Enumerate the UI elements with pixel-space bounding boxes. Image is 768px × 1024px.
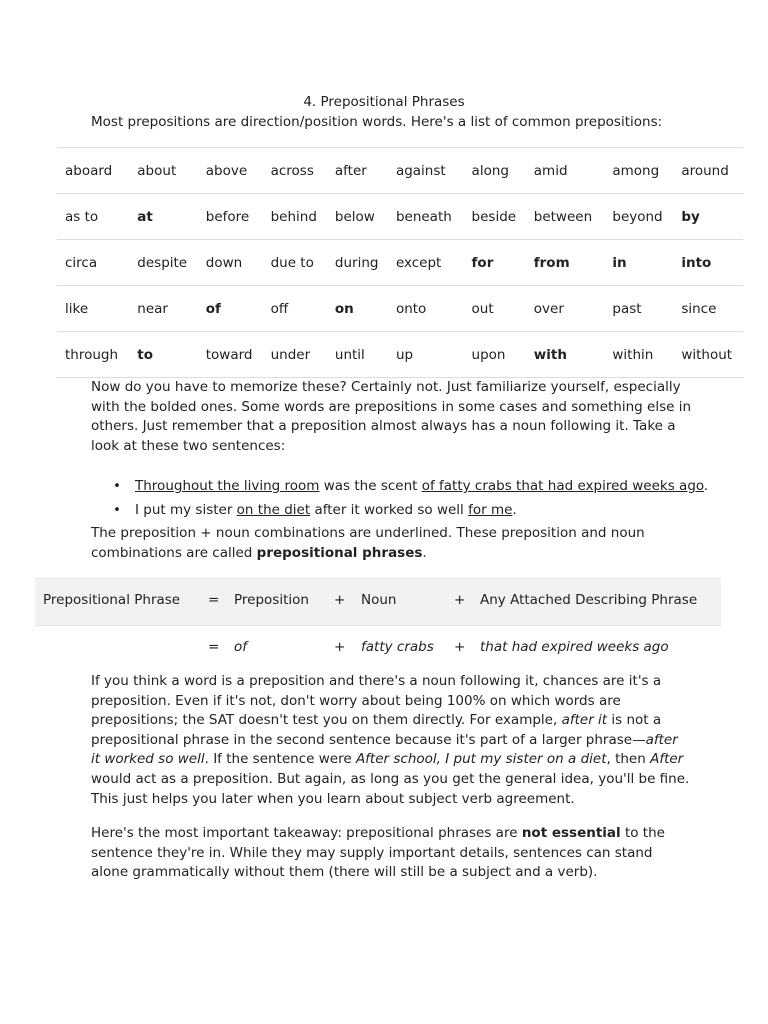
formula-cell: fatty crabs — [361, 639, 434, 655]
paragraph-explanation — [91, 672, 691, 809]
italic-text: after it — [561, 712, 608, 729]
preposition-cell: since — [673, 286, 743, 332]
paragraph-text: to the sentence they're in. While they may supply important details, sentences can stand alone grammatically without them (there will still be a subject and a verb). — [91, 825, 665, 881]
paragraph-text: , then — [606, 751, 651, 768]
formula-cell: Prepositional Phrase — [43, 592, 181, 608]
preposition-cell: for — [464, 240, 526, 286]
preposition-cell: about — [129, 148, 197, 194]
bullet-icon: • — [113, 478, 121, 494]
formula-cell: of — [234, 639, 248, 655]
preposition-cell: toward — [198, 332, 263, 378]
preposition-cell: below — [327, 194, 388, 240]
equals-sign: = — [208, 639, 220, 655]
preposition-cell: after — [327, 148, 388, 194]
preposition-cell: along — [464, 148, 526, 194]
italic-text: After school, I put my sister on a diet — [355, 751, 607, 768]
sentence-text: . — [703, 478, 709, 494]
bullet-icon: • — [113, 502, 121, 518]
preposition-cell: despite — [129, 240, 197, 286]
sentence-text: . — [512, 502, 517, 518]
preposition-cell: near — [129, 286, 197, 332]
example-sentences — [91, 474, 708, 522]
formula-example-row — [35, 626, 721, 672]
formula-cell: Noun — [361, 592, 397, 608]
formula-header-row — [35, 578, 721, 626]
underlined-phrase: on the diet — [236, 502, 311, 518]
preposition-cell: circa — [57, 240, 129, 286]
preposition-cell: within — [604, 332, 673, 378]
underlined-phrase: Throughout the living room — [135, 478, 320, 494]
plus-sign: + — [454, 592, 466, 608]
section-title: 4. Prepositional Phrases — [303, 94, 465, 110]
preposition-cell: during — [327, 240, 388, 286]
preposition-cell: on — [327, 286, 388, 332]
plus-sign: + — [334, 592, 346, 608]
preposition-cell: until — [327, 332, 388, 378]
preposition-cell: amid — [526, 148, 605, 194]
preposition-cell: by — [673, 194, 743, 240]
preposition-cell: to — [129, 332, 197, 378]
plus-sign: + — [454, 639, 466, 655]
paragraph-text: . — [422, 544, 427, 561]
prepositions-row — [57, 332, 743, 378]
preposition-cell: among — [604, 148, 673, 194]
formula-cell: Preposition — [234, 592, 309, 608]
intro-text: Most prepositions are direction/position words. Here's a list of common prepositions: — [91, 114, 663, 130]
preposition-cell: down — [198, 240, 263, 286]
preposition-cell: as to — [57, 194, 129, 240]
preposition-cell: without — [673, 332, 743, 378]
prepositions-table — [57, 147, 743, 378]
preposition-cell: beneath — [388, 194, 464, 240]
paragraph-memorize: Now do you have to memorize these? Certainly not. Just familiarize yourself, especially with the bolded ones. Some words are prepositions in some cases and something else in others. Just remember that a preposition almost always has a noun following it. Take a look at these two sentences: — [91, 379, 692, 454]
sentence-text: was the scent — [319, 478, 422, 494]
paragraph-text: . If the sentence were — [204, 751, 356, 768]
preposition-cell: like — [57, 286, 129, 332]
preposition-cell: out — [464, 286, 526, 332]
prepositions-row — [57, 148, 743, 194]
equals-sign: = — [208, 592, 220, 608]
preposition-cell: behind — [263, 194, 327, 240]
preposition-cell: from — [526, 240, 605, 286]
preposition-cell: over — [526, 286, 605, 332]
plus-sign: + — [334, 639, 346, 655]
preposition-cell: onto — [388, 286, 464, 332]
prepositions-row — [57, 194, 743, 240]
preposition-cell: off — [263, 286, 327, 332]
prepositions-row — [57, 240, 743, 286]
underlined-phrase: of fatty crabs that had expired weeks ago — [421, 478, 704, 494]
italic-text: after it worked so well — [91, 731, 678, 768]
paragraph-text: Here's the most important takeaway: prepositional phrases are — [91, 825, 522, 841]
paragraph-text: is not a prepositional phrase in the second sentence because it's part of a larger phrase— — [91, 712, 662, 748]
example-sentence-2 — [91, 498, 708, 522]
italic-text: After — [650, 751, 684, 768]
formula-cell: Any Attached Describing Phrase — [480, 592, 698, 608]
preposition-cell: beside — [464, 194, 526, 240]
paragraph-text: would act as a preposition. But again, as long as you get the general idea, you'll be fine. This just helps you later when you learn about subject verb agreement. — [91, 770, 690, 807]
preposition-cell: between — [526, 194, 605, 240]
preposition-cell: into — [673, 240, 743, 286]
preposition-cell: due to — [263, 240, 327, 286]
paragraph-text: If you think a word is a preposition and there's a noun following it, chances are it's a preposition. Even if it's not, don't worry about being 100% on which words are prepositions; the SAT doesn't test you on them directly. For example, — [91, 673, 662, 729]
bold-term: prepositional phrases — [256, 544, 423, 561]
sentence-text: after it worked so well — [310, 502, 469, 518]
formula-cell: that had expired weeks ago — [480, 639, 669, 655]
sentence-text: I put my sister — [135, 502, 237, 518]
formula-table — [35, 578, 721, 672]
preposition-cell: around — [673, 148, 743, 194]
underlined-phrase: for me — [468, 502, 513, 518]
paragraph-text: The preposition + noun combinations are underlined. These preposition and noun combinations are called — [91, 525, 645, 561]
preposition-cell: with — [526, 332, 605, 378]
preposition-cell: of — [198, 286, 263, 332]
preposition-cell: before — [198, 194, 263, 240]
preposition-cell: except — [388, 240, 464, 286]
example-sentence-1 — [91, 474, 708, 498]
prepositions-row — [57, 286, 743, 332]
paragraph-takeaway — [91, 824, 691, 883]
preposition-cell: across — [263, 148, 327, 194]
preposition-cell: above — [198, 148, 263, 194]
paragraph-underlined — [91, 524, 691, 563]
preposition-cell: under — [263, 332, 327, 378]
preposition-cell: against — [388, 148, 464, 194]
bold-term: not essential — [521, 825, 621, 841]
preposition-cell: beyond — [604, 194, 673, 240]
preposition-cell: past — [604, 286, 673, 332]
preposition-cell: at — [129, 194, 197, 240]
preposition-cell: through — [57, 332, 129, 378]
preposition-cell: upon — [464, 332, 526, 378]
preposition-cell: aboard — [57, 148, 129, 194]
preposition-cell: up — [388, 332, 464, 378]
preposition-cell: in — [604, 240, 673, 286]
